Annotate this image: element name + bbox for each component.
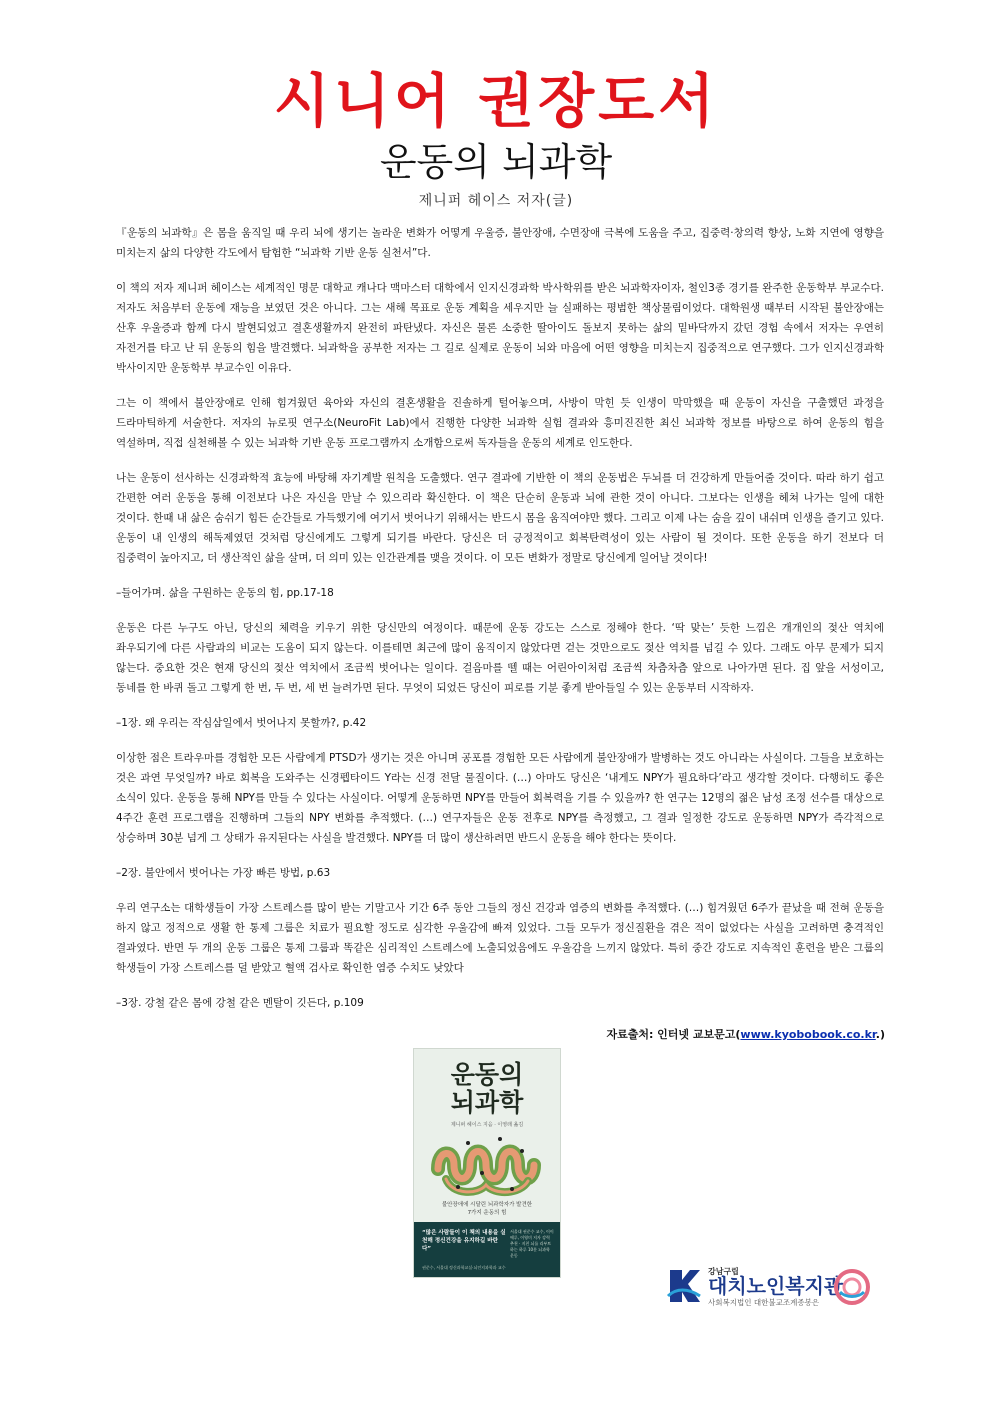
cover-title-line: 뇌과학	[450, 1088, 524, 1117]
article-body	[116, 223, 884, 1028]
excerpt-4-ref: –3장. 강철 같은 몸에 강철 같은 멘탈이 깃든다, p.109	[116, 997, 364, 1009]
excerpt-1: 나는 운동이 선사하는 신경과학적 효능에 바탕해 자기계발 원칙을 도출했다. 연구 결과에 기반한 이 책의 운동법은 두뇌를 더 건강하게 만들어줄 것이다. 따라 하기 쉽고 간편한 여러 운동을 통해 이전보다 나은 자신을 만날 수 있으리라 확신한다. 이 책은 단순히 운동과 뇌에 관한 것이 아니다. 그보다는 인생을 헤쳐 나가는 일에 대한 것이다. 한때 내 삶은 숨쉬기 힘든 순간들로 가득했기에 여기서 벗어나기 위해서는 반드시 몸을 움직여야만 했다. 그리고 이제 나는 숨을 깊이 내쉬며 인생을 즐기고 있다. 운동이 내 인생의 해독제였던 것처럼 당신에게도 그렇게 되기를 바란다. 당신은 더 긍정적이고 회복탄력성이 있는 사람이 될 것이다. 또한 운동을 하기 전보다 더 집중력이 높아지고, 더 생산적인 삶을 살며, 더 의미 있는 인간관계를 맺을 것이다. 이 모든 변화가 정말로 당신에게 일어날 것이다!	[116, 472, 884, 564]
cover-tagline-line: 불안장애에 시달린 뇌과학자가 발견한	[441, 1202, 533, 1208]
paragraph-author: 이 책의 저자 제니퍼 헤이스는 세계적인 명문 대학교 캐나다 맥마스터 대학에서 인지신경과학 박사학위를 받은 뇌과학자이자, 철인3종 경기를 완주한 운동학부 부교수다. 저자도 처음부터 운동에 재능을 보였던 것은 아니다. 그는 새해 목표로 운동 계획을 세우지만 늘 실패하는 평범한 책상물림이었다. 대학원생 때부터 시작된 불안장애는 산후 우울증과 함께 다시 발현되었고 결혼생활까지 완전히 파탄냈다. 자신은 물론 소중한 딸아이도 돌보지 못하는 삶의 밑바닥까지 갔던 경험 속에서 저자는 우연히 자전거를 타고 난 뒤 운동의 힘을 발견했다. 뇌과학을 공부한 저자는 그 길로 실제로 운동이 뇌와 마음에 어떤 영향을 미치는지 집중적으로 연구했다. 그가 인지신경과학 박사이지만 운동학부 부교수인 이유다.	[116, 282, 884, 374]
page-title: 시니어 권장도서	[273, 67, 719, 135]
source-credit	[606, 1026, 885, 1042]
excerpt-1-ref: –들어가며. 삶을 구원하는 운동의 힘, pp.17-18	[116, 587, 334, 599]
cover-tagline	[414, 1201, 560, 1217]
excerpt-3-ref: –2장. 불안에서 벗어나는 가장 빠른 방법, p.63	[116, 867, 331, 879]
cover-title-line: 운동의	[450, 1060, 524, 1089]
logo-small-text: 강남구립	[708, 1267, 739, 1276]
cover-endorsement: 서울대 권준수 교수, 이이에루, 이영미 저자 강력 추천 · 지친 뇌를 리부트하는 하루 10분 뇌과학 운동	[510, 1229, 554, 1258]
cover-quote: “많은 사람들이 이 책의 내용을 실천해 정신건강을 유지하길 바란다”	[422, 1230, 506, 1252]
source-suffix: .)	[875, 1028, 885, 1041]
paragraph-intro: 『운동의 뇌과학』은 몸을 움직일 때 우리 뇌에 생기는 놀라운 변화가 어떻게 우울증, 불안장애, 수면장애 극복에 도움을 주고, 집중력·창의력 향상, 노화 지연에 영향을 미치는지 삶의 다양한 각도에서 탐험한 “뇌과학 기반 운동 실천서”다.	[116, 227, 884, 259]
book-cover	[414, 1049, 560, 1277]
cover-track-illustration	[428, 1129, 546, 1201]
excerpt-4: 우리 연구소는 대학생들이 가장 스트레스를 많이 받는 기말고사 기간 6주 동안 그들의 정신 건강과 염증의 변화를 추적했다. (…) 힘겨웠던 6주가 끝났을 때 전혀 운동을 하지 않고 정적으로 생활 한 통제 그룹은 치료가 필요할 정도로 심각한 우울감에 빠져 있었다. 그들 모두가 정신질환을 겪은 적이 없었다는 사실을 고려하면 충격적인 결과였다. 반면 두 개의 운동 그룹은 통제 그룹과 똑같은 심리적인 스트레스에 노출되었음에도 우울감을 느끼지 않았다. 특히 중간 강도로 지속적인 훈련을 받은 그룹의 학생들이 가장 스트레스를 덜 받았고 혈액 검사로 확인한 염증 수치도 낮았다	[116, 902, 884, 974]
cover-credit: 권준수, 서울대 정신과학교실·뇌인지과학과 교수	[422, 1265, 506, 1270]
source-label: 자료출처: 인터넷 교보문고(	[606, 1028, 741, 1041]
source-link[interactable]: www.kyobobook.co.kr	[740, 1028, 876, 1041]
excerpt-3: 이상한 점은 트라우마를 경험한 모든 사람에게 PTSD가 생기는 것은 아니며 공포를 경험한 모든 사람에게 불안장애가 발병하는 것도 아니라는 사실이다. 그들을 보호하는 것은 과연 무엇일까? 바로 회복을 도와주는 신경펩타이드 Y라는 신경 전달 물질이다. (…) 아마도 당신은 ‘내게도 NPY가 필요하다’라고 생각할 것이다. 다행히도 좋은 소식이 있다. 운동을 통해 NPY를 만들 수 있다는 사실이다. 어떻게 운동하면 NPY를 만들어 회복력을 기를 수 있을까? 한 연구는 12명의 젊은 남성 조정 선수를 대상으로 4주간 훈련 프로그램을 진행하며 그들의 NPY 변화를 추적했다. (…) 연구자들은 운동 전후로 NPY를 측정했고, 그 결과 일정한 강도로 운동하면 NPY가 즉각적으로 상승하며 30분 넘게 그 상태가 유지된다는 사실을 발견했다. NPY를 더 많이 생산하려면 반드시 운동을 해야 한다는 뜻이다.	[116, 752, 884, 844]
cover-tagline-line: 7가지 운동의 힘	[467, 1210, 507, 1216]
logo-name: 대치노인복지관	[708, 1274, 844, 1298]
logo-mark-icon	[666, 1266, 702, 1306]
cover-title	[414, 1061, 560, 1117]
excerpt-2-ref: –1장. 왜 우리는 작심삼일에서 벗어나지 못할까?, p.42	[116, 717, 367, 729]
excerpt-2: 운동은 다른 누구도 아닌, 당신의 체력을 키우기 위한 당신만의 여정이다. 때문에 운동 강도는 스스로 정해야 한다. ‘딱 맞는’ 듯한 느낌은 개개인의 젖산 역치에 좌우되기에 다른 사람과의 비교는 도움이 되지 않는다. 이를테면 최근에 많이 움직이지 않았다면 걷는 것만으로도 젖산 역치를 넘길 수 있다. 그래도 아무 문제가 되지 않는다. 중요한 것은 현재 당신의 젖산 역치에서 조금씩 벗어나는 일이다. 걸음마를 뗄 때는 어린아이처럼 조금씩 차츰차츰 앞으로 나아가면 된다. 집 앞을 서성이고, 동네를 한 바퀴 돌고 그렇게 한 번, 두 번, 세 번 늘려가면 된다. 무엇이 되었든 당신이 피로를 기분 좋게 받아들일 수 있는 운동부터 시작하자.	[116, 622, 884, 694]
cover-author: 제니퍼 헤이스 지음 · 이영래 옮김	[450, 1122, 524, 1128]
logo-subtext: 사회복지법인 대한불교조계종봉은	[708, 1298, 820, 1307]
book-title: 운동의 뇌과학	[379, 140, 613, 184]
organization-logo	[666, 1266, 878, 1308]
book-author: 제니퍼 헤이스 저자(글)	[418, 193, 574, 209]
lotus-icon	[830, 1268, 874, 1306]
paragraph-summary: 그는 이 책에서 불안장애로 인해 힘겨웠던 육아와 자신의 결혼생활을 진솔하게 털어놓으며, 사방이 막힌 듯 인생이 막막했을 때 운동이 자신을 구출했던 과정을 드라마틱하게 서술한다. 저자의 뉴로핏 연구소(NeuroFit Lab)에서 진행한 다양한 뇌과학 실험 결과와 흥미진진한 최신 뇌과학 정보를 바탕으로 하여 운동의 힘을 역설하며, 직접 실천해볼 수 있는 뇌과학 기반 운동 프로그램까지 소개함으로써 독자들을 운동의 세계로 인도한다.	[116, 397, 884, 449]
